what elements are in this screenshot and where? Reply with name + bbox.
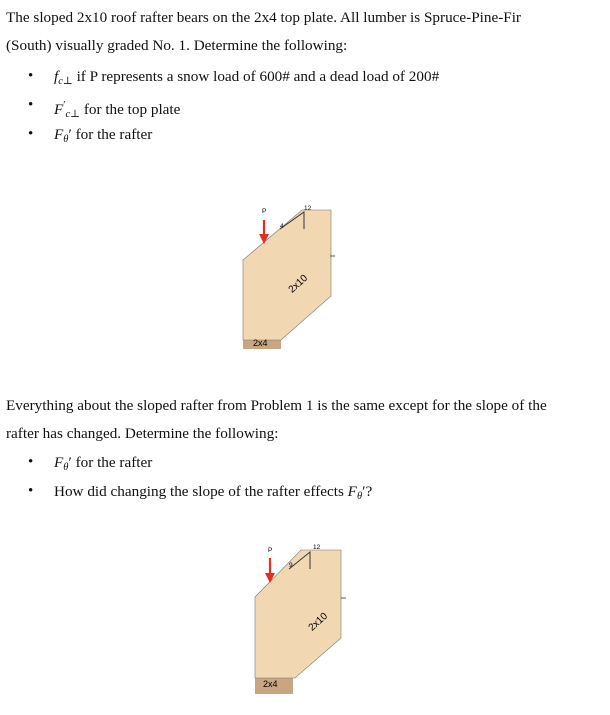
- slope-run-label: 12: [304, 205, 312, 212]
- problem2-intro-line1: Everything about the sloped rafter from Problem 1 is the same except for the slope of the: [6, 397, 547, 414]
- problem1-item-Fc-perp-prime: [0, 91, 439, 120]
- item-lead: How did changing the slope of the rafter effects: [54, 483, 348, 500]
- superscript: ′: [63, 100, 66, 111]
- load-label: P: [262, 208, 267, 215]
- problem2-intro-line2: rafter has changed. Determine the following:: [6, 425, 279, 442]
- symbol: F: [54, 101, 64, 118]
- subscript: c⊥: [65, 109, 81, 120]
- problem2-list: [0, 448, 372, 506]
- rafter-label: 2x10: [286, 272, 311, 296]
- load-label: P: [268, 547, 273, 554]
- rafter-figure-2: [0, 535, 610, 710]
- problem2-item-Ftheta-prime: [0, 448, 372, 477]
- subscript: θ: [63, 134, 69, 145]
- problem1-intro: [6, 4, 602, 60]
- problem1-list: [0, 62, 439, 149]
- prime: ′: [362, 483, 366, 500]
- prime: ′: [68, 454, 72, 471]
- subscript: θ: [356, 491, 363, 502]
- item-text: for the top plate: [80, 101, 181, 118]
- subscript: θ: [63, 462, 69, 473]
- slope-rise-label: 4: [280, 223, 284, 230]
- prime: ′: [68, 126, 72, 143]
- rafter-2x10: [255, 550, 341, 678]
- item-text: for the rafter: [71, 454, 153, 471]
- problem1-item-Ftheta-prime: [0, 120, 439, 149]
- item-text: for the rafter: [71, 126, 153, 143]
- problem1-item-fc-perp: [0, 62, 439, 91]
- slope-rise-label: 9: [289, 562, 293, 569]
- plate-label: 2x4: [253, 338, 268, 348]
- symbol: F: [54, 126, 64, 143]
- rafter-2x10: [243, 210, 331, 340]
- item-text: if P represents a snow load of 600# and a dead load of 200#: [72, 68, 440, 85]
- problem2-item-slope-effect: [0, 477, 372, 506]
- problem1-intro-line1: The sloped 2x10 roof rafter bears on the 2x4 top plate. All lumber is Spruce-Pine-Fir: [6, 9, 521, 26]
- slope-run-label: 12: [313, 544, 321, 551]
- plate-label: 2x4: [263, 679, 278, 689]
- subscript: c⊥: [58, 76, 73, 87]
- item-tail: ?: [365, 483, 373, 500]
- problem1-intro-line2: (South) visually graded No. 1. Determine the following:: [6, 37, 348, 54]
- symbol: F: [54, 454, 64, 471]
- symbol: F: [347, 483, 357, 500]
- rafter-label: 2x10: [306, 610, 331, 634]
- problem2-intro: [6, 392, 602, 448]
- symbol: f: [54, 68, 59, 85]
- rafter-figure-1: [0, 195, 610, 370]
